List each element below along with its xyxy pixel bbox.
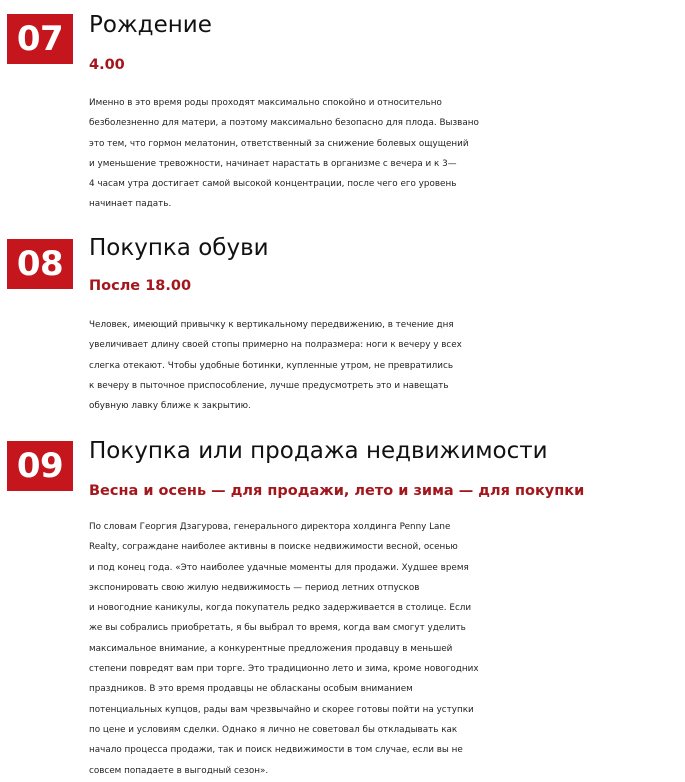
text-line: же вы собрались приобретать, я бы выбрал то время, когда вам смогут уделить bbox=[89, 623, 466, 634]
text-line: начало процесса продажи, так и поиск недвижимости в том случае, если вы не bbox=[89, 745, 463, 756]
text-line: Realty, сограждане наиболее активны в поиске недвижимости весной, осенью bbox=[89, 542, 458, 553]
text-line: совсем попадаете в выгодный сезон». bbox=[89, 765, 269, 776]
text-line: по цене и условиям сделки. Однако я лично не советовал бы откладывать как bbox=[89, 724, 458, 735]
text-line: Человек, имеющий привычку к вертикальному передвижению, в течение дня bbox=[89, 320, 454, 330]
text-line: праздников. В это время продавцы не обласканы особым вниманием bbox=[89, 684, 413, 695]
text-line: начинает падать. bbox=[89, 199, 172, 210]
section-text bbox=[89, 93, 681, 215]
text-line: степени повредят вам при торге. Это традиционно лето и зима, кроме новогодних bbox=[89, 664, 479, 675]
text-line: увеличивает длину своей стопы примерно на полразмера: ноги к вечеру у всех bbox=[89, 340, 462, 351]
section-title: Покупка или продажа недвижимости bbox=[89, 438, 548, 464]
text-line: это тем, что гормон мелатонин, ответственный за снижение болевых ощущений bbox=[89, 138, 469, 149]
text-line: экспонировать свою жилую недвижимость — период летних отпусков bbox=[89, 582, 420, 593]
section-text bbox=[89, 315, 681, 416]
text-line: слегка отекают. Чтобы удобные ботинки, купленные утром, не превратились bbox=[89, 360, 454, 371]
text-line: максимальное внимание, а конкурентные предложения продавцу в меньшей bbox=[89, 643, 453, 654]
text-line: По словам Георгия Дзагурова, генерального директора холдинга Penny Lane bbox=[89, 522, 451, 532]
text-line: потенциальных купцов, рады вам чрезвычайно и скорее готовы пойти на уступки bbox=[89, 704, 474, 715]
section-time: 4.00 bbox=[89, 57, 125, 73]
section-number-badge: 07 bbox=[7, 14, 73, 64]
text-line: и под конец года. «Это наиболее удачные моменты для продажи. Худшее время bbox=[89, 562, 469, 573]
section-title: Рождение bbox=[89, 12, 212, 38]
text-line: к вечеру в пыточное приспособление, лучше предусмотреть это и навещать bbox=[89, 380, 449, 391]
section-title: Покупка обуви bbox=[89, 235, 269, 261]
text-line: 4 часам утра достигает самой высокой концентрации, после чего его уровень bbox=[89, 179, 457, 190]
section-time: Весна и осень — для продажи, лето и зима — для покупки bbox=[89, 483, 585, 499]
text-line: и уменьшение тревожности, начинает нарастать в организме с вечера и к 3— bbox=[89, 158, 457, 169]
section-text bbox=[89, 517, 681, 781]
section-number-badge: 08 bbox=[7, 239, 73, 289]
text-line: Именно в это время роды проходят максимально спокойно и относительно bbox=[89, 98, 442, 108]
text-line: обувную лавку ближе к закрытию. bbox=[89, 401, 251, 412]
section-number-badge: 09 bbox=[7, 441, 73, 491]
text-line: безболезненно для матери, а поэтому максимально безопасно для плода. Вызвано bbox=[89, 118, 479, 129]
text-line: и новогодние каникулы, когда покупатель редко задерживается в столице. Если bbox=[89, 603, 472, 614]
section-time: После 18.00 bbox=[89, 278, 192, 294]
